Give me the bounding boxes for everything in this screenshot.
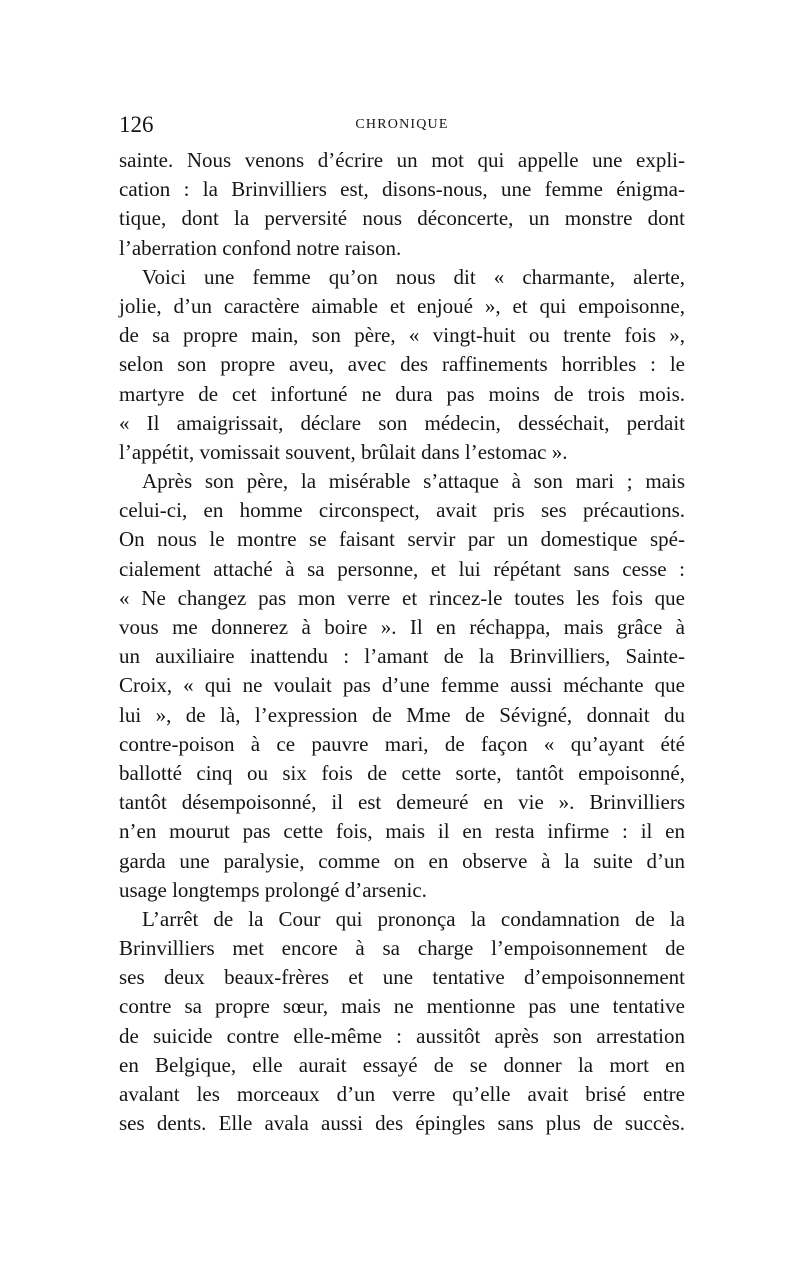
- text-line: n’en mourut pas cette fois, mais il en resta infirme : il en: [119, 819, 685, 844]
- text-line: sainte. Nous venons d’écrire un mot qui appelle une expli-: [119, 148, 685, 172]
- text-line: un auxiliaire inattendu : l’amant de la Brinvilliers, Sainte-: [119, 644, 685, 669]
- text-line: On nous le montre se faisant servir par un domestique spé-: [119, 527, 685, 552]
- text-line: selon son propre aveu, avec des raffinements horribles : le: [119, 352, 685, 377]
- text-line: « Il amaigrissait, déclare son médecin, desséchait, perdait: [119, 410, 685, 435]
- text-line: cialement attaché à sa personne, et lui répétant sans cesse :: [119, 556, 685, 581]
- text-line: L’arrêt de la Cour qui prononça la condamnation de la: [142, 906, 685, 931]
- text-line: lui », de là, l’expression de Mme de Sévigné, donnait du: [119, 702, 685, 727]
- paragraph-4: [119, 905, 685, 1139]
- text-line: martyre de cet infortuné ne dura pas moins de trois mois.: [119, 381, 685, 406]
- text-line: cation : la Brinvilliers est, disons-nous, une femme énigma-: [119, 177, 685, 202]
- running-head: [119, 110, 685, 140]
- text-line: Après son père, la misérable s’attaque à son mari ; mais: [142, 469, 685, 494]
- text-line: l’aberration confond notre raison.: [119, 235, 402, 260]
- text-line: tantôt désempoisonné, il est demeuré en vie ». Brinvilliers: [119, 790, 685, 815]
- body-text: [119, 146, 685, 1138]
- text-line: ballotté cinq ou six fois de cette sorte, tantôt empoisonné,: [119, 760, 685, 785]
- text-line: tique, dont la perversité nous déconcerte, un monstre dont: [119, 206, 685, 231]
- text-line: garda une paralysie, comme on en observe à la suite d’un: [119, 848, 685, 873]
- text-line: Voici une femme qu’on nous dit « charmante, alerte,: [142, 264, 685, 289]
- paragraph-1: [119, 146, 685, 263]
- page-number: 126: [119, 112, 154, 137]
- text-line: ses deux beaux-frères et une tentative d’empoisonnement: [119, 965, 685, 990]
- text-line: ses dents. Elle avala aussi des épingles sans plus de succès.: [119, 1111, 685, 1136]
- text-line: jolie, d’un caractère aimable et enjoué », et qui empoisonne,: [119, 293, 685, 318]
- text-line: « Ne changez pas mon verre et rincez-le toutes les fois que: [119, 585, 685, 610]
- text-line: celui-ci, en homme circonspect, avait pris ses précautions.: [119, 498, 685, 523]
- text-line: Brinvilliers met encore à sa charge l’empoisonnement de: [119, 936, 685, 961]
- paragraph-2: [119, 263, 685, 467]
- paragraph-3: [119, 467, 685, 905]
- text-line: en Belgique, elle aurait essayé de se donner la mort en: [119, 1052, 685, 1077]
- text-line: contre-poison à ce pauvre mari, de façon « qu’ayant été: [119, 731, 685, 756]
- text-line: vous me donnerez à boire ». Il en réchappa, mais grâce à: [119, 615, 685, 639]
- text-line: avalant les morceaux d’un verre qu’elle avait brisé entre: [119, 1082, 685, 1106]
- running-title: CHRONIQUE: [355, 117, 449, 132]
- text-line: de suicide contre elle-même : aussitôt après son arrestation: [119, 1023, 685, 1048]
- text-line: Croix, « qui ne voulait pas d’une femme aussi méchante que: [119, 673, 685, 698]
- text-line: usage longtemps prolongé d’arsenic.: [119, 877, 427, 902]
- text-line: contre sa propre sœur, mais ne mentionne pas une tentative: [119, 994, 685, 1019]
- text-line: l’appétit, vomissait souvent, brûlait dans l’estomac ».: [119, 439, 568, 464]
- text-line: de sa propre main, son père, « vingt-huit ou trente fois »,: [119, 323, 685, 348]
